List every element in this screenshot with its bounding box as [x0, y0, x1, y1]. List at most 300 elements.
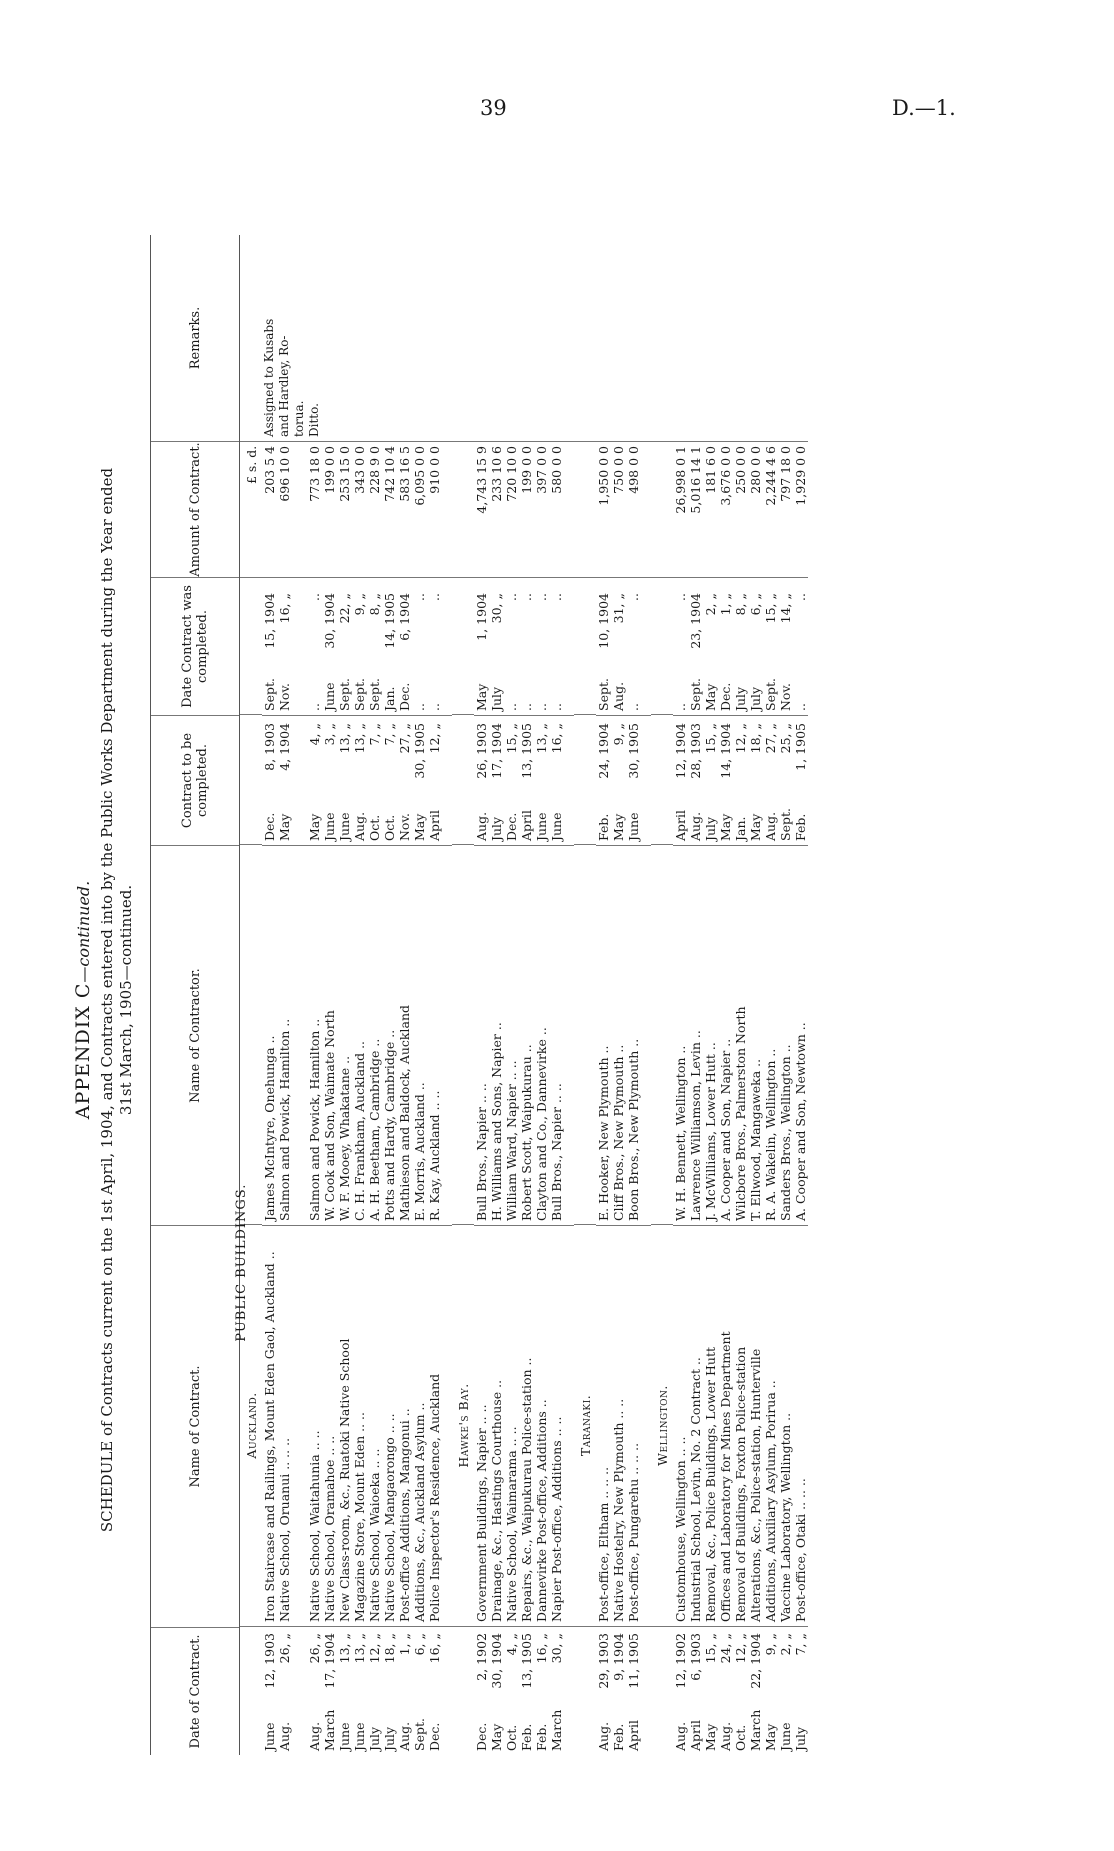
date-cell: [412, 1627, 427, 1755]
table-row: [718, 235, 733, 1755]
gap-cell: [574, 714, 596, 844]
gap-cell: [240, 1627, 262, 1755]
section-name: Wellington.: [651, 1224, 673, 1627]
completed-month: ..: [673, 703, 688, 711]
date-month: July: [793, 1726, 808, 1751]
remarks-cell: [504, 235, 519, 441]
to-be-completed-cell: [519, 715, 534, 845]
date-month: April: [688, 1720, 703, 1751]
completed-month: ..: [626, 703, 641, 711]
currency-header: £ s. d.: [244, 445, 259, 484]
to-be-completed-cell: [474, 715, 489, 845]
tbc-month: Aug.: [352, 811, 367, 841]
date-day-year: 1, „: [397, 1633, 412, 1656]
completed-month: Aug.: [611, 681, 626, 711]
completed-month: May: [703, 683, 718, 711]
completed-cell: [307, 577, 322, 715]
date-month: June: [337, 1722, 352, 1751]
to-be-completed-cell: [397, 715, 412, 845]
tbc-month: June: [337, 812, 352, 841]
date-cell: [307, 1627, 322, 1755]
tbc-day-year: 28, 1903: [688, 723, 703, 779]
to-be-completed-cell: [307, 715, 322, 845]
tbc-day-year: 13, „: [337, 723, 352, 754]
completed-day-year: 10, 1904: [596, 593, 611, 649]
tbc-month: April: [673, 810, 688, 841]
completed-cell: [292, 577, 307, 715]
amount-cell: 253 15 0: [337, 441, 352, 577]
table-row: [382, 235, 397, 1755]
amount-cell: 910 0 0: [427, 441, 442, 577]
contractor-name: C. H. Frankham, Auckland ..: [352, 845, 367, 1225]
date-day-year: 30, „: [549, 1633, 564, 1664]
gap-cell: [574, 577, 596, 715]
completed-day-year: ..: [307, 593, 322, 601]
completed-month: ..: [427, 703, 442, 711]
gap-cell: [564, 845, 574, 1225]
public-buildings-heading: PUBLIC BUILDINGS.: [234, 1183, 249, 1342]
contractor-name: E. Hooker, New Plymouth ..: [596, 845, 611, 1225]
completed-month: ..: [519, 703, 534, 711]
date-month: Oct.: [733, 1724, 748, 1751]
gap-cell: [240, 235, 262, 441]
date-month: July: [367, 1726, 382, 1751]
section-name: Hawke's Bay.: [452, 1224, 474, 1627]
date-month: July: [382, 1726, 397, 1751]
table-row: [733, 235, 748, 1755]
table-row: [703, 235, 718, 1755]
remarks-cell: [367, 235, 382, 441]
gap-cell: [564, 1225, 574, 1627]
date-month: Aug.: [307, 1721, 322, 1751]
completed-cell: [748, 577, 763, 715]
amount-cell: 397 0 0: [534, 441, 549, 577]
gap-cell: [651, 844, 673, 1224]
completed-cell: [489, 577, 504, 715]
date-cell: [397, 1627, 412, 1755]
to-be-completed-cell: [703, 715, 718, 845]
remarks-cell: [489, 235, 504, 441]
remarks-cell: [703, 235, 718, 441]
completed-day-year: 1, „: [718, 593, 733, 616]
completed-cell: [703, 577, 718, 715]
section-name: Auckland.: [240, 1224, 262, 1627]
tbc-month: Aug.: [688, 811, 703, 841]
date-cell: [337, 1627, 352, 1755]
date-cell: [549, 1627, 564, 1755]
completed-cell: [733, 577, 748, 715]
appendix-title-main: APPENDIX C: [72, 982, 94, 1120]
gap-cell: [564, 1627, 574, 1755]
date-day-year: 2, „: [778, 1633, 793, 1656]
date-month: May: [489, 1723, 504, 1751]
date-day-year: 11, 1905: [626, 1633, 641, 1689]
tbc-day-year: 3, „: [322, 723, 337, 746]
date-month: Aug.: [596, 1721, 611, 1751]
tbc-month: May: [611, 813, 626, 841]
contract-name: Post-office, Eltham .. .. ..: [596, 1225, 611, 1627]
completed-day-year: ..: [412, 593, 427, 601]
contract-name: Repairs, &c., Waipukurau Police-station ..: [519, 1225, 534, 1627]
date-cell: [763, 1627, 778, 1755]
tbc-month: July: [703, 816, 718, 841]
amount-cell: 228 9 0: [367, 441, 382, 577]
completed-month: Sept.: [688, 678, 703, 711]
gap-cell: [234, 844, 262, 1342]
tbc-day-year: 15, „: [703, 723, 718, 754]
contract-name: Drainage, &c., Hastings Courthouse ..: [489, 1225, 504, 1627]
contractor-name: W. Cook and Son, Waimate North: [322, 845, 337, 1225]
gap-cell: [651, 577, 673, 715]
contract-name: Dannevirke Post-office, Additions ..: [534, 1225, 549, 1627]
remarks-cell: [611, 235, 626, 441]
remarks-cell: [733, 235, 748, 441]
tbc-day-year: 1, 1905: [793, 723, 808, 771]
contractor-name: Boon Bros., New Plymouth ..: [626, 845, 641, 1225]
remarks-cell: Ditto.: [307, 403, 321, 437]
tbc-month: [292, 793, 307, 841]
contract-name: Iron Staircase and Railings, Mount Eden Gaol, Auckland ..: [262, 1225, 277, 1627]
gap-cell: [240, 714, 262, 844]
to-be-completed-cell: [778, 715, 793, 845]
tbc-day-year: 9, „: [611, 723, 626, 746]
section-name: Taranaki.: [574, 1224, 596, 1627]
completed-cell: [322, 577, 337, 715]
to-be-completed-cell: [489, 715, 504, 845]
date-day-year: 12, 1903: [262, 1633, 277, 1689]
amount-cell: 750 0 0: [611, 441, 626, 577]
completed-day-year: [292, 593, 307, 663]
completed-month: Sept.: [763, 678, 778, 711]
contract-name: Offices and Laboratory for Mines Department: [718, 1225, 733, 1627]
remarks-cell: [748, 235, 763, 441]
completed-month: Jan.: [382, 686, 397, 711]
contract-name: Government Buildings, Napier .. ..: [474, 1225, 489, 1627]
completed-day-year: ..: [793, 593, 808, 601]
tbc-month: April: [519, 810, 534, 841]
completed-month: ..: [549, 703, 564, 711]
completed-cell: [427, 577, 442, 715]
date-day-year: 16, „: [427, 1633, 442, 1664]
contractor-name: [292, 845, 307, 1225]
header-date: Date of Contract.: [151, 1627, 239, 1755]
gap-cell: [651, 1627, 673, 1755]
tbc-month: May: [277, 813, 292, 841]
gap-cell: [641, 577, 651, 715]
date-month: May: [763, 1723, 778, 1751]
completed-day-year: 15, 1904: [262, 593, 277, 649]
tbc-month: June: [549, 812, 564, 841]
to-be-completed-cell: [412, 715, 427, 845]
contract-name: Vaccine Laboratory, Wellington ..: [778, 1225, 793, 1627]
tbc-day-year: 27, „: [397, 723, 412, 754]
gap-cell: [651, 714, 673, 844]
completed-month: [292, 663, 307, 711]
tbc-day-year: 12, „: [733, 723, 748, 754]
amount-cell: 720 10 0: [504, 441, 519, 577]
gap-cell: [641, 1627, 651, 1755]
to-be-completed-cell: [427, 715, 442, 845]
date-cell: [673, 1627, 688, 1755]
amount-cell: 773 18 0: [307, 441, 322, 577]
tbc-month: Oct.: [382, 814, 397, 841]
gap-cell: [641, 441, 651, 577]
amount-cell: 199 0 0: [519, 441, 534, 577]
completed-day-year: 14, „: [778, 593, 793, 624]
completed-cell: [337, 577, 352, 715]
completed-cell: [626, 577, 641, 715]
amount-cell: 3,676 0 0: [718, 441, 733, 577]
gap-cell: [442, 715, 452, 845]
date-cell: [778, 1627, 793, 1755]
table-row: [352, 235, 367, 1755]
gap-cell: [574, 844, 596, 1224]
table-row: [534, 235, 549, 1755]
tbc-month: Dec.: [504, 812, 519, 841]
completed-month: Sept.: [352, 678, 367, 711]
table-row: [367, 235, 382, 1755]
contractor-name: A. Cooper and Son, Napier ..: [718, 845, 733, 1225]
gap-cell: [442, 1225, 452, 1627]
contractor-name: R. A. Wakelin, Wellington ..: [763, 845, 778, 1225]
date-cell: [489, 1627, 504, 1755]
tbc-month: Sept.: [778, 808, 793, 841]
table-row: [763, 235, 778, 1755]
contract-name: Removal of Buildings, Foxton Police-station: [733, 1225, 748, 1627]
date-day-year: 9, 1904: [611, 1633, 626, 1681]
completed-cell: [793, 577, 808, 715]
date-cell: [733, 1627, 748, 1755]
contractor-name: E. Morris, Auckland ..: [412, 845, 427, 1225]
subtitle-line-1: SCHEDULE of Contracts current on the 1st April, 1904, and Contracts entered into by the Public Works Department during the Year ended: [98, 467, 116, 1533]
to-be-completed-cell: [748, 715, 763, 845]
date-day-year: 9, „: [763, 1633, 778, 1656]
table-row: [277, 235, 292, 1755]
contract-name: Industrial School, Levin, No. 2 Contract ..: [688, 1225, 703, 1627]
completed-month: May: [474, 683, 489, 711]
amount-cell: 5,016 14 1: [688, 441, 703, 577]
date-cell: [611, 1627, 626, 1755]
completed-month: June: [322, 682, 337, 711]
contractor-name: James McIntyre, Onehunga ..: [262, 845, 277, 1225]
completed-cell: [474, 577, 489, 715]
completed-day-year: 30, „: [489, 593, 504, 624]
date-month: Feb.: [611, 1723, 626, 1751]
date-day-year: [292, 1633, 307, 1699]
contractor-name: Potts and Hardy, Cambridge ..: [382, 845, 397, 1225]
tbc-day-year: 13, „: [534, 723, 549, 754]
amount-cell: 498 0 0: [626, 441, 641, 577]
contractor-name: J. McWilliams, Lower Hutt ..: [703, 845, 718, 1225]
remarks-cell: and Hardley, Ro-: [277, 335, 291, 437]
gap-cell: [452, 441, 474, 577]
table-row: [397, 235, 412, 1755]
to-be-completed-cell: [367, 715, 382, 845]
date-day-year: 26, „: [277, 1633, 292, 1664]
tbc-month: June: [534, 812, 549, 841]
contract-name: Police Inspector's Residence, Auckland: [427, 1225, 442, 1627]
date-day-year: 26, „: [307, 1633, 322, 1664]
tbc-month: Jan.: [733, 816, 748, 841]
contractor-name: Wilcbore Bros., Palmerston North: [733, 845, 748, 1225]
amount-cell: 26,998 0 1: [673, 441, 688, 577]
contract-name: Additions, Auxiliary Asylum, Porirua ..: [763, 1225, 778, 1627]
table-row: [596, 235, 611, 1755]
gap-cell: [651, 235, 673, 441]
tbc-day-year: 12, „: [427, 723, 442, 754]
header-name: Name of Contract.: [151, 1225, 239, 1627]
date-day-year: 2, 1902: [474, 1633, 489, 1681]
date-month: June: [352, 1722, 367, 1751]
to-be-completed-cell: [504, 715, 519, 845]
tbc-day-year: 4, „: [307, 723, 322, 746]
contractor-name: William Ward, Napier .. ..: [504, 845, 519, 1225]
table-row: [474, 235, 489, 1755]
completed-day-year: 6, 1904: [397, 593, 412, 641]
to-be-completed-cell: [352, 715, 367, 845]
completed-month: Nov.: [778, 682, 793, 711]
contract-name: Native Hostelry, New Plymouth .. ..: [611, 1225, 626, 1627]
date-month: Aug.: [277, 1721, 292, 1751]
remarks-cell: [763, 235, 778, 441]
tbc-day-year: 15, „: [504, 723, 519, 754]
completed-day-year: 15, „: [763, 593, 778, 624]
completed-day-year: 31, „: [611, 593, 626, 624]
date-month: May: [703, 1723, 718, 1751]
contractor-name: Sanders Bros., Wellington ..: [778, 845, 793, 1225]
remarks-cell: [382, 235, 397, 441]
table-body: [234, 235, 808, 1755]
tbc-month: July: [489, 816, 504, 841]
contractor-name: Clayton and Co., Dannevirke ..: [534, 845, 549, 1225]
date-month: Aug.: [718, 1721, 733, 1751]
contract-name: Post-office Additions, Mangonui ..: [397, 1225, 412, 1627]
contract-name: Napier Post-office, Additions .. ..: [549, 1225, 564, 1627]
tbc-day-year: 12, 1904: [673, 723, 688, 779]
date-month: [292, 1699, 307, 1751]
table-row: [673, 235, 688, 1755]
completed-day-year: ..: [673, 593, 688, 601]
completed-cell: [534, 577, 549, 715]
remarks-cell: [688, 235, 703, 441]
amount-cell: 1,929 0 0: [793, 441, 808, 577]
header-amount: Amount of Contract.: [151, 441, 239, 577]
completed-cell: [611, 577, 626, 715]
amount-cell: 233 10 6: [489, 441, 504, 577]
date-day-year: 18, „: [382, 1633, 397, 1664]
tbc-day-year: 25, „: [778, 723, 793, 754]
table-row: [793, 235, 808, 1755]
amount-cell: 181 6 0: [703, 441, 718, 577]
completed-month: ..: [307, 703, 322, 711]
completed-cell: [382, 577, 397, 715]
rotated-table-page: [70, 225, 1050, 1775]
tbc-month: May: [307, 813, 322, 841]
completed-cell: [277, 577, 292, 715]
completed-day-year: ..: [549, 593, 564, 601]
tbc-day-year: 7, „: [367, 723, 382, 746]
date-cell: [793, 1627, 808, 1755]
gap-cell: [452, 844, 474, 1224]
completed-day-year: 30, 1904: [322, 593, 337, 649]
contract-name: Additions, &c., Auckland Asylum ..: [412, 1225, 427, 1627]
header-completed: Date Contract was completed.: [151, 577, 239, 715]
date-day-year: 13, „: [352, 1633, 367, 1664]
tbc-day-year: 30, 1905: [626, 723, 641, 779]
date-day-year: 6, 1903: [688, 1633, 703, 1681]
to-be-completed-cell: [292, 715, 307, 845]
completed-month: July: [489, 686, 504, 711]
gap-cell: [442, 577, 452, 715]
date-month: March: [748, 1709, 763, 1751]
completed-month: Dec.: [718, 682, 733, 711]
completed-month: Sept.: [337, 678, 352, 711]
date-cell: [474, 1627, 489, 1755]
date-month: June: [262, 1722, 277, 1751]
completed-day-year: 2, „: [703, 593, 718, 616]
completed-cell: [504, 577, 519, 715]
completed-month: ..: [793, 703, 808, 711]
section-heading: [574, 235, 596, 1755]
table-row: [778, 235, 793, 1755]
date-month: Feb.: [519, 1723, 534, 1751]
tbc-day-year: 18, „: [748, 723, 763, 754]
date-cell: [504, 1627, 519, 1755]
completed-cell: [778, 577, 793, 715]
amount-cell: 583 16 5: [397, 441, 412, 577]
contract-name: Native School, Waimarama .. ..: [504, 1225, 519, 1627]
remarks-cell: [337, 235, 352, 441]
amount-cell: 203 5 4: [262, 441, 277, 577]
page-number: 39: [480, 96, 507, 120]
completed-month: July: [733, 686, 748, 711]
to-be-completed-cell: [763, 715, 778, 845]
section-heading: [452, 235, 474, 1755]
date-cell: [292, 1627, 307, 1755]
contractor-name: Lawrence Williamson, Levin ..: [688, 845, 703, 1225]
tbc-month: Oct.: [367, 814, 382, 841]
header-contractor: Name of Contractor.: [151, 845, 239, 1225]
completed-month: Nov.: [277, 682, 292, 711]
amount-cell: 742 10 4: [382, 441, 397, 577]
date-cell: [626, 1627, 641, 1755]
section-heading: [234, 235, 262, 1755]
tbc-day-year: 27, „: [763, 723, 778, 754]
date-cell: [382, 1627, 397, 1755]
amount-cell: 2,244 4 6: [763, 441, 778, 577]
gap-cell: [641, 845, 651, 1225]
table-row: [262, 235, 277, 1755]
to-be-completed-cell: [626, 715, 641, 845]
gap-cell: [442, 235, 452, 441]
tbc-day-year: 7, „: [382, 723, 397, 746]
completed-day-year: 8, „: [733, 593, 748, 616]
gap-cell: [452, 714, 474, 844]
amount-cell: 696 10 0: [277, 441, 292, 577]
table-row: [337, 235, 352, 1755]
tbc-day-year: 13, 1905: [519, 723, 534, 779]
tbc-month: Dec.: [262, 812, 277, 841]
completed-day-year: 8, „: [367, 593, 382, 616]
section-heading: [651, 235, 673, 1755]
contract-name: Native School, Waioeka .. ..: [367, 1225, 382, 1627]
gap-cell: [442, 1627, 452, 1755]
gap-cell: [574, 441, 596, 577]
date-day-year: 29, 1903: [596, 1633, 611, 1689]
gap-cell: [564, 577, 574, 715]
amount-cell: 250 0 0: [733, 441, 748, 577]
appendix-title-continued: —continued.: [74, 880, 93, 983]
